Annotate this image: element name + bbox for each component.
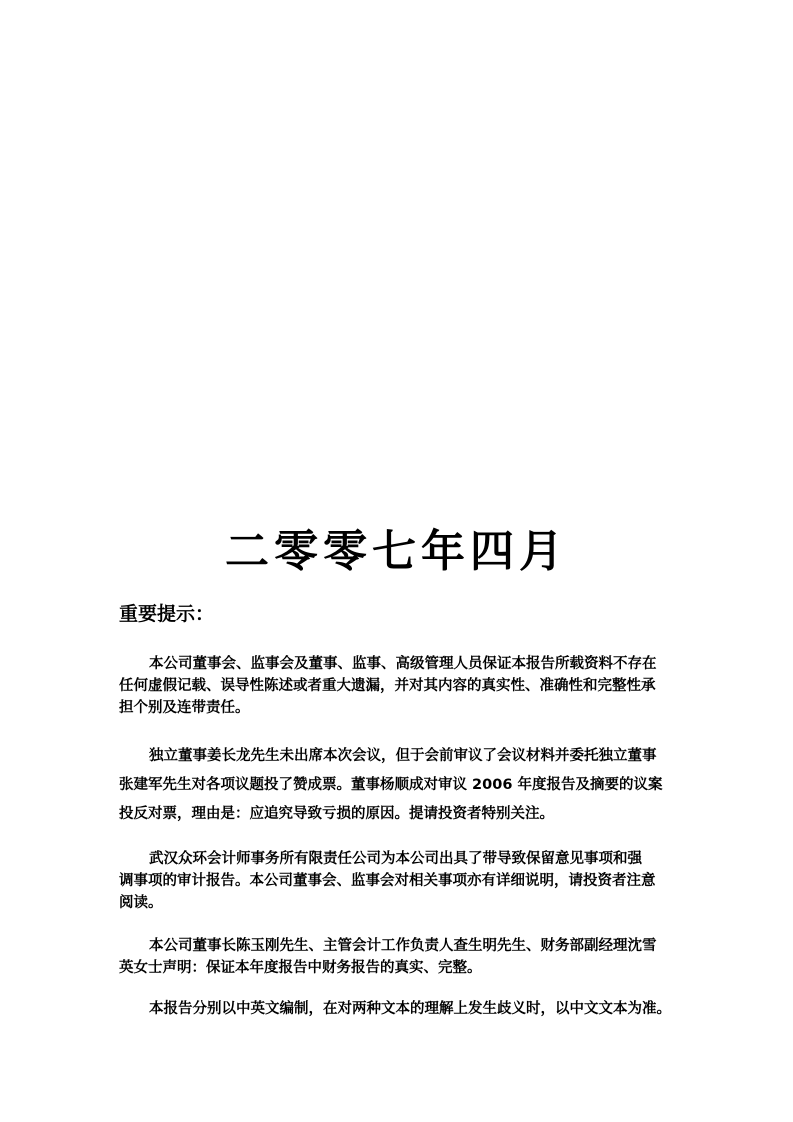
paragraph-line: 本公司董事长陈玉刚先生、主管会计工作负责人查生明先生、财务部副经理沈雪	[149, 938, 657, 954]
paragraph-line: 武汉众环会计师事务所有限责任公司为本公司出具了带导致保留意见事项和强	[149, 851, 642, 867]
paragraph-responsibility-statement	[119, 653, 708, 719]
paragraph-line: 张建军先生对各项议题投了赞成票。董事杨顺成对审议 2006 年度报告及摘要的议案	[119, 777, 663, 793]
important-notice-heading: 重要提示：	[119, 603, 215, 625]
paragraph-line: 任何虚假记载、误导性陈述或者重大遗漏，并对其内容的真实性、准确性和完整性承	[119, 678, 656, 694]
paragraph-line: 本公司董事会、监事会及董事、监事、高级管理人员保证本报告所载资料不存在	[149, 656, 657, 672]
paragraph-line: 投反对票，理由是：应追究导致亏损的原因。提请投资者特别关注。	[119, 806, 554, 822]
report-date-title: 二零零七年四月	[225, 526, 568, 577]
paragraph-audit-opinion	[119, 848, 708, 914]
paragraph-line: 担个别及连带责任。	[119, 700, 250, 716]
paragraph-director-voting	[119, 742, 708, 829]
paragraph-line: 英女士声明：保证本年度报告中财务报告的真实、完整。	[119, 960, 482, 976]
paragraph-line: 本报告分别以中英文编制，在对两种文本的理解上发生歧义时，以中文文本为准。	[149, 1001, 671, 1017]
paragraph-line: 调事项的审计报告。本公司董事会、监事会对相关事项亦有详细说明，请投资者注意	[119, 873, 656, 889]
paragraph-line: 独立董事姜长龙先生未出席本次会议，但于会前审议了会议材料并委托独立董事	[149, 748, 657, 764]
paragraph-officer-declaration	[119, 935, 708, 979]
paragraph-line: 阅读。	[119, 895, 163, 911]
paragraph-language-precedence	[119, 998, 708, 1020]
